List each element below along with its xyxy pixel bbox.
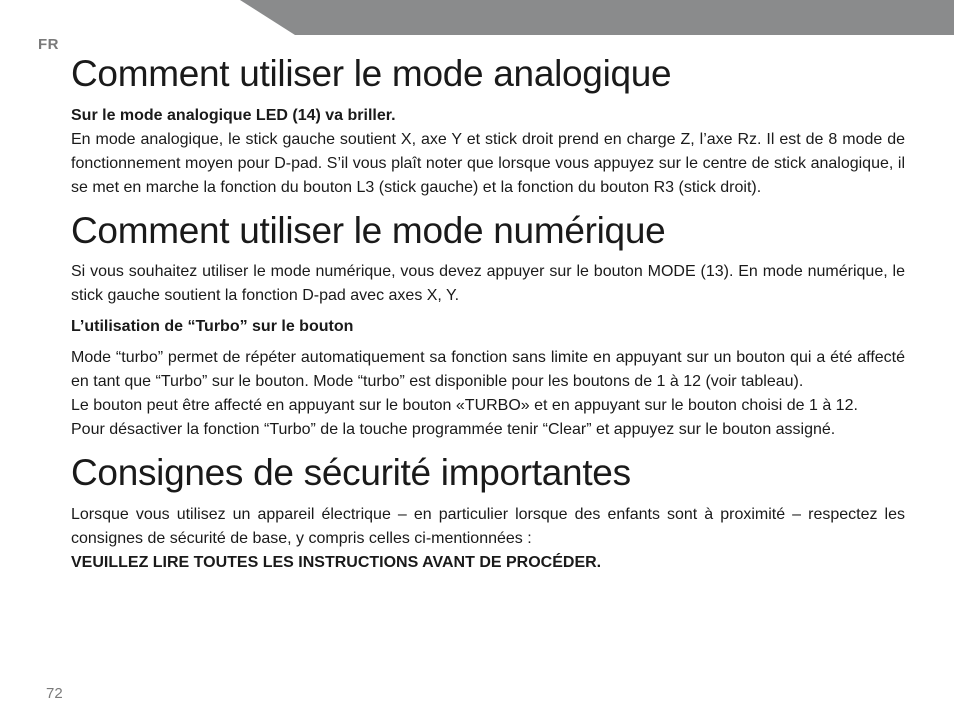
page-content [71,52,905,575]
section-title-digital-mode: Comment utiliser le mode numérique [71,210,666,251]
digital-mode-description: Si vous souhaitez utiliser le mode numérique, vous devez appuyer sur le bouton MODE (13). En mode numérique, le stick gauche soutient la fonction D-pad avec axes X, Y. [71,263,905,304]
header-decorative-band [240,0,954,35]
turbo-assign-instructions: Le bouton peut être affecté en appuyant sur le bouton «TURBO» et en appuyant sur le bouton choisi de 1 à 12. [71,397,858,414]
turbo-description: Mode “turbo” permet de répéter automatiquement sa fonction sans limite en appuyant sur un bouton qui a été affecté en tant que “Turbo” sur le bouton. Mode “turbo” est disponible pour les boutons de 1 à 12 (voir tableau). [71,349,905,390]
safety-warning: VEUILLEZ LIRE TOUTES LES INSTRUCTIONS AVANT DE PROCÉDER. [71,554,602,571]
page-number: 72 [46,685,63,702]
analog-led-note: Sur le mode analogique LED (14) va briller. [71,107,396,124]
safety-description: Lorsque vous utilisez un appareil électrique – en particulier lorsque des enfants sont à proximité – respectez les consignes de sécurité de base, y compris celles ci-mentionnées : [71,506,905,547]
turbo-disable-instructions: Pour désactiver la fonction “Turbo” de la touche programmée tenir “Clear” et appuyez sur le bouton assigné. [71,421,836,438]
section-title-safety: Consignes de sécurité importantes [71,452,631,493]
analog-mode-description: En mode analogique, le stick gauche soutient X, axe Y et stick droit prend en charge Z, l’axe Rz. Il est de 8 mode de fonctionnement moyen pour D-pad. S’il vous plaît noter que lorsque vous appuyez sur le centre de stick analogique, il se met en marche la fonction du bouton L3 (stick gauche) et la fonction du bouton R3 (stick droit). [71,131,905,196]
language-tag: FR [38,36,59,53]
section-title-analog-mode: Comment utiliser le mode analogique [71,53,672,94]
turbo-subheading: L’utilisation de “Turbo” sur le bouton [71,318,354,335]
